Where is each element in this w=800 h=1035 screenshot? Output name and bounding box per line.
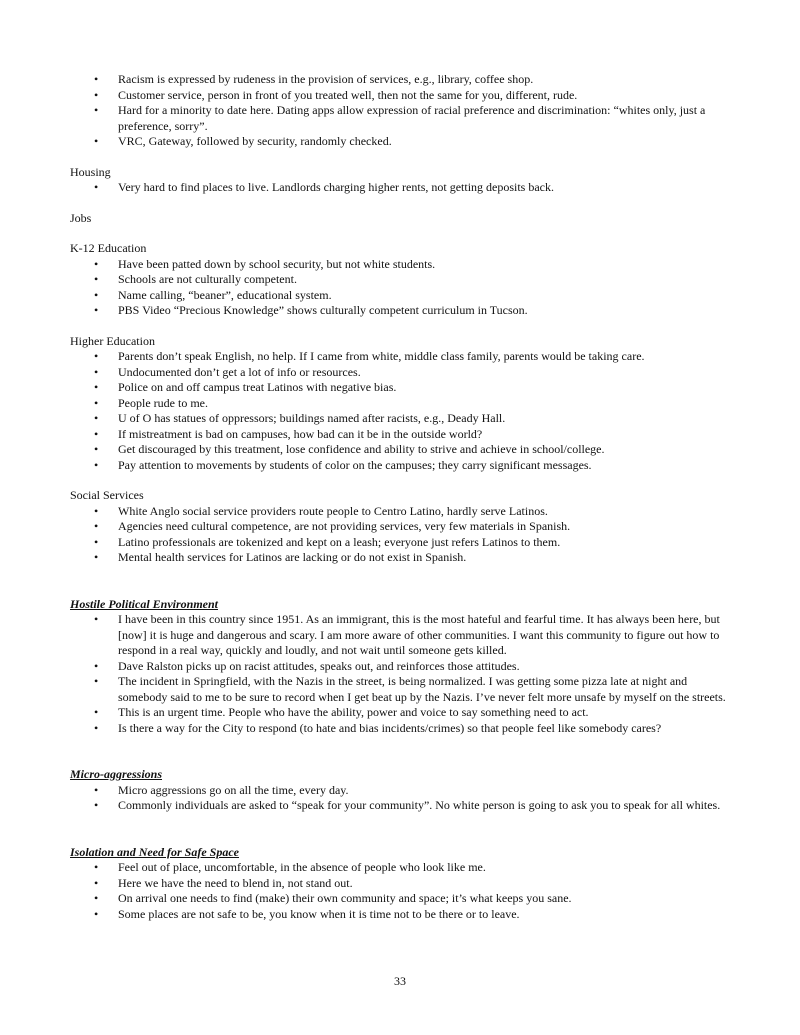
hostile-list [70, 612, 732, 736]
higher-ed-list [70, 349, 732, 473]
bullet-icon: • [94, 534, 99, 549]
list-item-text: I have been in this country since 1951. As an immigrant, this is the most hateful and fearful time. It has always been here, but [now] it is huge and dangerous and scary. I am more aware of other communities. I want this community to figure out how to respond in a real way, quickly and loudly, and not wait until someone gets killed. [118, 612, 720, 657]
bullet-icon: • [94, 705, 99, 719]
list-item-text: Here we have the need to blend in, not stand out. [118, 875, 353, 890]
bullet-icon: • [94, 349, 99, 363]
bullet-icon: • [94, 72, 99, 86]
hostile-section [70, 597, 732, 737]
list-item [70, 504, 732, 520]
list-item [70, 442, 732, 458]
list-item [70, 798, 732, 814]
bullet-icon: • [94, 134, 99, 148]
bullet-icon: • [94, 287, 99, 302]
list-item [70, 860, 732, 876]
list-item [70, 783, 732, 799]
list-item [70, 349, 732, 365]
bullet-icon: • [94, 426, 99, 441]
list-item-text: Agencies need cultural competence, are not providing services, very few materials in Spanish. [118, 519, 571, 533]
list-item [70, 303, 732, 319]
bullet-icon: • [94, 442, 99, 456]
list-item [70, 88, 732, 104]
list-item-text: Undocumented don’t get a lot of info or resources. [118, 364, 361, 379]
list-item-text: Police on and off campus treat Latinos with negative bias. [118, 380, 397, 394]
bullet-icon: • [94, 860, 99, 874]
bullet-icon: • [94, 798, 99, 812]
bullet-icon: • [94, 782, 99, 797]
list-item [70, 180, 732, 196]
list-item [70, 458, 732, 474]
bullet-icon: • [94, 720, 99, 735]
list-item-text: Micro aggressions go on all the time, every day. [118, 782, 349, 797]
bullet-icon: • [94, 658, 99, 673]
bullet-icon: • [94, 906, 99, 921]
list-item-text: Pay attention to movements by students of color on the campuses; they carry significant messages. [118, 457, 592, 472]
bullet-icon: • [94, 674, 99, 688]
bullet-icon: • [94, 875, 99, 890]
list-item-text: Very hard to find places to live. Landlords charging higher rents, not getting deposits back. [118, 180, 555, 194]
list-item-text: The incident in Springfield, with the Nazis in the street, is being normalized. I was getting some pizza late at night and somebody said to me to be sure to record when I get beat up by the Nazis. I’ve never felt more unsafe by myself on the streets. [118, 674, 726, 704]
list-item-text: Some places are not safe to be, you know when it is time not to be there or to leave. [118, 906, 520, 921]
bullet-icon: • [94, 180, 99, 194]
k12-section [70, 241, 732, 319]
list-item [70, 411, 732, 427]
housing-heading: Housing [70, 164, 111, 179]
list-item-text: Latino professionals are tokenized and kept on a leash; everyone just refers Latinos to them. [118, 534, 561, 549]
list-item [70, 288, 732, 304]
housing-section [70, 165, 732, 196]
social-services-heading: Social Services [70, 488, 144, 502]
bullet-icon: • [94, 380, 99, 394]
jobs-heading: Jobs [70, 210, 92, 225]
list-item-text: Hard for a minority to date here. Dating apps allow expression of racial preference and discrimination: “whites only, just a preference, sorry”. [118, 103, 706, 133]
list-item-text: U of O has statues of oppressors; buildings named after racists, e.g., Deady Hall. [118, 411, 506, 425]
bullet-icon: • [94, 256, 99, 271]
list-item-text: Feel out of place, uncomfortable, in the absence of people who look like me. [118, 860, 486, 874]
list-item [70, 134, 732, 150]
bullet-icon: • [94, 891, 99, 905]
list-item [70, 72, 732, 88]
list-item [70, 876, 732, 892]
list-item [70, 272, 732, 288]
list-item [70, 705, 732, 721]
page-content [70, 72, 732, 922]
list-item-text: On arrival one needs to find (make) their own community and space; it’s what keeps you sane. [118, 891, 572, 905]
isolation-list [70, 860, 732, 922]
bullet-icon: • [94, 503, 99, 518]
list-item-text: Get discouraged by this treatment, lose confidence and ability to strive and achieve in school/college. [118, 442, 605, 456]
list-item [70, 427, 732, 443]
micro-section [70, 767, 732, 814]
list-item-text: White Anglo social service providers route people to Centro Latino, hardly serve Latinos. [118, 503, 548, 518]
isolation-heading: Isolation and Need for Safe Space [70, 844, 239, 859]
list-item [70, 519, 732, 535]
list-item [70, 550, 732, 566]
bullet-icon: • [94, 395, 99, 410]
list-item [70, 396, 732, 412]
list-item-text: Name calling, “beaner”, educational system. [118, 287, 332, 302]
list-item [70, 365, 732, 381]
housing-list [70, 180, 732, 196]
higher-ed-heading: Higher Education [70, 333, 155, 348]
k12-heading: K-12 Education [70, 241, 147, 255]
page-number: 33 [394, 974, 406, 988]
social-services-section [70, 488, 732, 566]
list-item [70, 674, 732, 705]
list-item-text: VRC, Gateway, followed by security, randomly checked. [118, 134, 392, 148]
list-item-text: Have been patted down by school security, but not white students. [118, 256, 436, 271]
list-item-text: Racism is expressed by rudeness in the provision of services, e.g., library, coffee shop. [118, 72, 534, 86]
list-item-text: Is there a way for the City to respond (to hate and bias incidents/crimes) so that people feel like somebody cares? [118, 720, 662, 735]
bullet-icon: • [94, 272, 99, 286]
intro-list [70, 72, 732, 150]
bullet-icon: • [94, 87, 99, 102]
list-item-text: Schools are not culturally competent. [118, 272, 297, 286]
bullet-icon: • [94, 103, 99, 117]
list-item [70, 535, 732, 551]
list-item [70, 257, 732, 273]
list-item-text: Mental health services for Latinos are lacking or do not exist in Spanish. [118, 550, 467, 564]
list-item-text: Commonly individuals are asked to “speak for your community”. No white person is going to ask you to speak for all whites. [118, 798, 721, 812]
jobs-section [70, 211, 732, 227]
micro-list [70, 783, 732, 814]
list-item-text: This is an urgent time. People who have the ability, power and voice to say something need to act. [118, 705, 589, 719]
list-item [70, 891, 732, 907]
bullet-icon: • [94, 612, 99, 626]
bullet-icon: • [94, 411, 99, 425]
isolation-section [70, 845, 732, 923]
list-item [70, 612, 732, 659]
bullet-icon: • [94, 457, 99, 472]
list-item-text: If mistreatment is bad on campuses, how bad can it be in the outside world? [118, 426, 483, 441]
bullet-icon: • [94, 550, 99, 564]
bullet-icon: • [94, 364, 99, 379]
bullet-icon: • [94, 303, 99, 317]
list-item [70, 380, 732, 396]
list-item-text: PBS Video “Precious Knowledge” shows culturally competent curriculum in Tucson. [118, 303, 528, 317]
micro-heading: Micro-aggressions [70, 767, 163, 781]
social-services-list [70, 504, 732, 566]
list-item-text: Customer service, person in front of you treated well, then not the same for you, different, rude. [118, 87, 578, 102]
list-item [70, 721, 732, 737]
list-item-text: Dave Ralston picks up on racist attitudes, speaks out, and reinforces those attitudes. [118, 658, 520, 673]
hostile-heading: Hostile Political Environment [70, 596, 219, 611]
k12-list [70, 257, 732, 319]
list-item [70, 103, 732, 134]
list-item [70, 659, 732, 675]
list-item-text: Parents don’t speak English, no help. If I came from white, middle class family, parents would be taking care. [118, 349, 645, 363]
list-item-text: People rude to me. [118, 395, 208, 410]
bullet-icon: • [94, 519, 99, 533]
list-item [70, 907, 732, 923]
higher-ed-section [70, 334, 732, 474]
